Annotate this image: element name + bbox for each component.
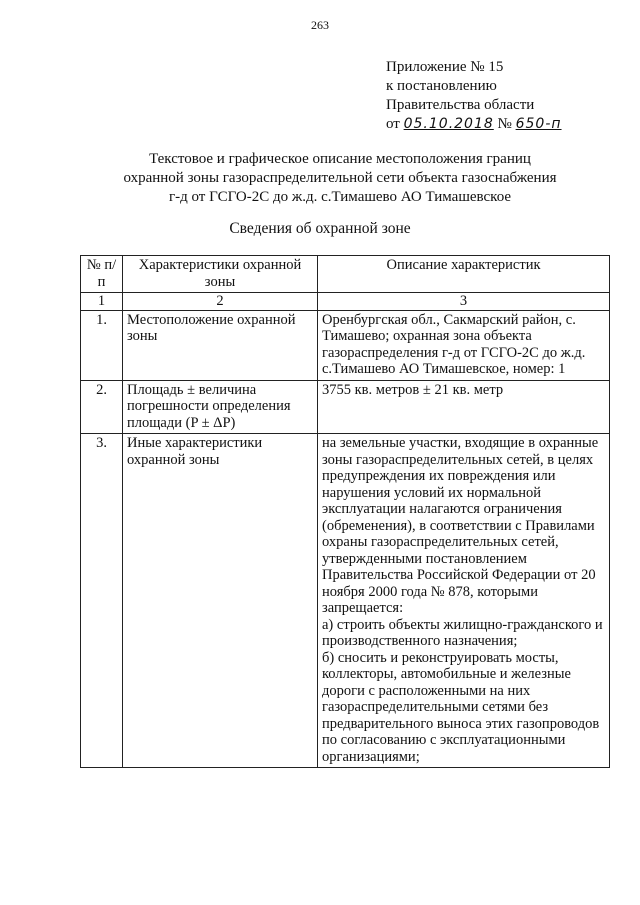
row-number: 3. [81, 434, 123, 768]
header-number: № п/п [81, 256, 123, 293]
row-characteristic: Иные характеристики охранной зоны [123, 434, 318, 768]
row-description: Оренбургская обл., Сакмарский район, с. Тимашево; охранная зона объекта газораспределения г-д от ГСГО-2С до ж.д. с.Тимашево АО Тимашевское, номер: 1 [318, 310, 610, 380]
date-prefix: от [386, 116, 400, 132]
row-number: 1. [81, 310, 123, 380]
page-number: 263 [311, 18, 329, 32]
handwritten-number: 650-п [515, 116, 562, 132]
header-description: Описание характеристик [318, 256, 610, 293]
table-index-row [81, 293, 610, 311]
row-description-multi [318, 434, 610, 768]
header-characteristic: Характеристики охранной зоны [123, 256, 318, 293]
appendix-line-1: Приложение № 15 [386, 59, 504, 75]
appendix-line-2: к постановлению [386, 78, 497, 94]
appendix-block [386, 58, 562, 134]
section-title: Сведения об охранной зоне [229, 220, 411, 237]
title-line-3: г-д от ГСГО-2С до ж.д. с.Тимашево АО Тимашевское [168, 189, 512, 205]
table-row [81, 434, 610, 768]
number-prefix: № [497, 116, 512, 132]
row-characteristic: Местоположение охранной зоны [123, 310, 318, 380]
handwritten-date: 05.10.2018 [403, 116, 494, 132]
description-item-a: а) строить объекты жилищно-гражданского и производственного назначения; [322, 616, 603, 649]
zone-info-table [80, 255, 610, 768]
index-cell-3: 3 [318, 293, 610, 311]
table-row [81, 310, 610, 380]
row-description: 3755 кв. метров ± 21 кв. метр [318, 380, 610, 434]
index-cell-1: 1 [81, 293, 123, 311]
title-line-2: охранной зоны газораспределительной сети объекта газоснабжения [123, 170, 557, 186]
title-line-1: Текстовое и графическое описание местоположения границ [149, 151, 531, 167]
table-header-row [81, 256, 610, 293]
document-title [40, 150, 640, 207]
index-cell-2: 2 [123, 293, 318, 311]
row-characteristic: Площадь ± величина погрешности определения площади (P ± ΔP) [123, 380, 318, 434]
description-paragraph: на земельные участки, входящие в охранные зоны газораспределительных сетей, в целях предупреждения их повреждения или нарушения условий их нормальной эксплуатации налагаются ограничения (обременения), в соответствии с Правилами охраны газораспределительных сетей, утвержденными постановлением Правительства Российской Федерации от 20 ноября 2000 года № 878, которыми запрещается: [322, 435, 599, 616]
appendix-line-3: Правительства области [386, 97, 535, 113]
row-number: 2. [81, 380, 123, 434]
description-item-b: б) сносить и реконструировать мосты, коллекторы, автомобильные и железные дороги с расположенными на них газораспределительными сетями без предварительного выноса этих газопроводов по согласованию с эксплуатационными организациями; [322, 649, 600, 765]
table-row [81, 380, 610, 434]
appendix-date-line [386, 115, 562, 134]
